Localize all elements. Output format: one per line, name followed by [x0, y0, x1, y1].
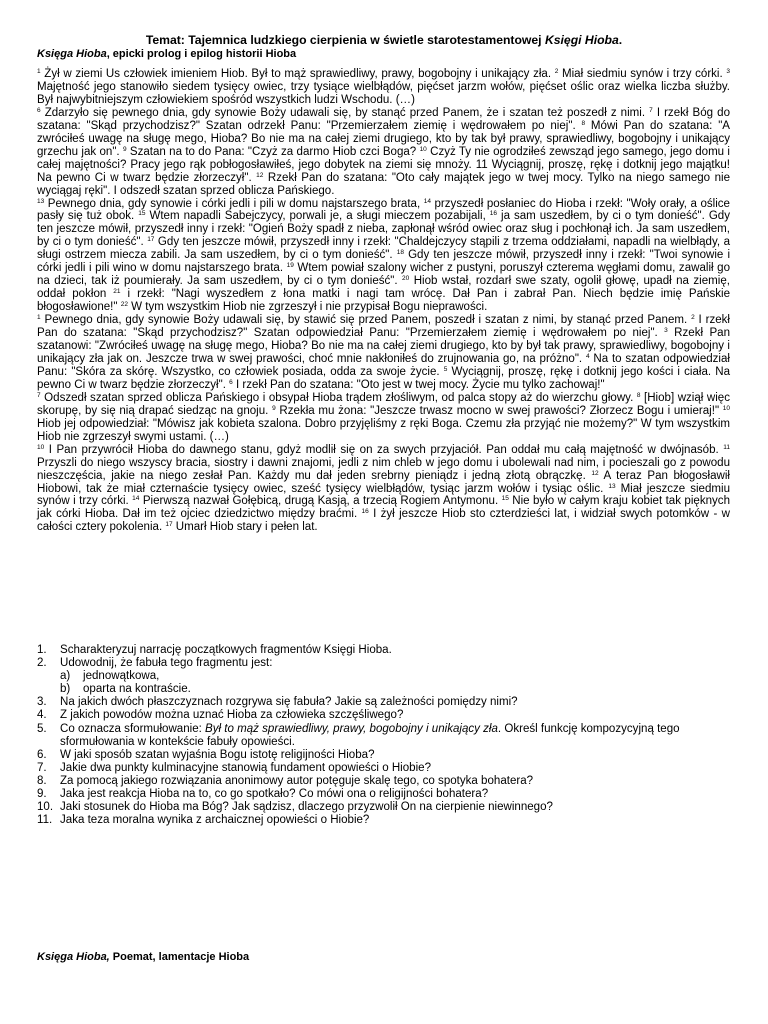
subitem-label: b): [60, 683, 71, 696]
page-title: [0, 33, 768, 47]
question-text: Z jakich powodów można uznać Hioba za człowieka szczęśliwego?: [60, 709, 404, 722]
scripture-text: [37, 68, 730, 534]
verse-text: Pewnego dnia, gdy synowie i córki jedli i pili w domu najstarszego brata,: [44, 197, 424, 210]
verse-text: Umarł Hiob stary i pełen lat.: [172, 521, 318, 534]
verse-number: 10: [37, 443, 45, 451]
verse-number: 3: [726, 68, 730, 75]
verse-number: 15: [501, 495, 509, 503]
section-heading-text: , epicki prolog i epilog historii Hioba: [106, 48, 297, 60]
verse-text: Na to szatan odpowiedział Panu: "Skóra za skórę. Wszystko, co człowiek posiada, odda za swoje życie.: [37, 352, 730, 378]
verse-text: Rzekła mu żona: "Jeszcze trwasz mocno w swej prawości? Złorzecz Bogu i umieraj!": [275, 404, 723, 417]
question-number: 6.: [37, 748, 47, 761]
verse-number: 7: [37, 391, 41, 399]
title-suffix: .: [618, 33, 623, 47]
verse-number: 19: [286, 262, 294, 270]
verse-number: 11: [723, 443, 730, 451]
verse-number: 2: [691, 314, 695, 322]
question-text: Udowodnij, że fabuła tego fragmentu jest:: [60, 657, 273, 670]
verse-number: 5: [443, 365, 448, 373]
verse-number: 14: [132, 495, 140, 503]
title-book-name: Księgi Hioba: [544, 33, 619, 47]
verse-number: 17: [165, 521, 173, 529]
verse-number: 16: [489, 210, 498, 218]
question-item: [37, 788, 730, 801]
verse-number: 8: [581, 119, 586, 127]
verse-number: 9: [272, 404, 276, 412]
verse-text: Pierwszą nazwał Gołębicą, drugą Kasją, a trzecią Rogiem Antymonu.: [139, 495, 502, 508]
question-number: 9.: [37, 788, 47, 801]
question-text: W jaki sposób szatan wyjaśnia Bogu istotę religijności Hioba?: [60, 748, 375, 761]
question-subitem: [60, 670, 730, 683]
verse-number: 12: [256, 171, 264, 179]
verse-text: I żył jeszcze Hiob sto czterdzieści lat, i widział swych potomków - w całości cztery pokolenia.: [37, 508, 730, 534]
verse-text: Wyciągnij, proszę, rękę i dotknij jego kości i ciała. Na pewno Ci w twarz będzie złorzeczył".: [37, 365, 730, 391]
verse-text: [Hiob] wziął więc skorupę, by się nią drapać siedząc na gnoju.: [37, 391, 730, 417]
question-text: Za pomocą jakiego rozwiązania anonimowy autor potęguje skalę tego, co spotyka bohatera?: [60, 774, 534, 787]
next-section-heading: [37, 951, 249, 964]
verse-number: 2: [554, 68, 559, 75]
verse-text: Pewnego dnia, gdy synowie Boży udawali się, by stawić się przed Panem, poszedł i szatan z nimi, by stanąć przed Panem.: [40, 314, 692, 327]
verse-number: 12: [591, 469, 599, 477]
question-item: [37, 814, 730, 827]
scripture-paragraph: [37, 68, 730, 107]
verse-number: 13: [37, 197, 45, 205]
question-subitem: [60, 683, 730, 696]
verse-number: 1: [37, 68, 41, 75]
verse-number: 6: [37, 106, 41, 114]
question-text: . Określ funkcję kompozycyjną tego sformułowania w kontekście fabuły opowieści.: [60, 722, 680, 748]
verse-number: 1: [37, 314, 41, 322]
verse-text: Rzekł Pan do szatana: "Oto cały majątek jego w twej mocy. Tylko na niego samego nie wyciągaj ręki". I odszedł szatan sprzed oblicza Pańskiego.: [37, 171, 731, 197]
scripture-paragraph: [37, 107, 730, 198]
section-heading: [37, 48, 296, 61]
question-number: 5.: [37, 722, 47, 735]
section-heading-book: Księga Hioba: [37, 48, 107, 60]
verse-text: i rzekł: "Nagi wyszedłem z łona matki i nagi tam wrócę. Dał Pan i zabrał Pan. Niech będzie imię Pańskie błogosławione!": [37, 288, 730, 314]
verse-text: Hiob wstał, rozdarł swe szaty, ogolił głowę, upadł na ziemię, oddał pokłon: [37, 275, 730, 301]
verse-text: W tym wszystkim Hiob nie zgrzeszył i nie przypisał Bogu nieprawości.: [127, 301, 488, 314]
verse-text: przyszedł posłaniec do Hioba i rzekł: "Woły orały, a oślice pasły się tuż obok.: [37, 197, 730, 223]
question-number: 8.: [37, 774, 47, 787]
verse-text: Gdy ten jeszcze mówił, przyszedł inny i rzekł: "Chaldejczycy stąpili z trzema oddziałami, napadli na wielbłądy, a sługi ostrzem miecza zabili. Ja sam uszedłem, by ci o tym donieść".: [37, 236, 731, 262]
verse-number: 8: [636, 391, 641, 399]
verse-text: Mówi Pan do szatana: "A zwróciłeś uwagę na sługę mego, Hioba? Bo nie ma na całej ziemi drugiego, kto by tak był prawy, sprawiedliwy, bogobojny i unikający grzechu jak on".: [37, 119, 730, 158]
question-number: 1.: [37, 644, 47, 656]
verse-text: I rzekł Pan do szatana: "Skąd przychodzisz?" Szatan odpowiedział Panu: "Przemierzałem ziemię i wędrowałem po niej".: [37, 314, 730, 340]
verse-number: 15: [138, 210, 146, 218]
question-text: Co oznacza sformułowanie:: [60, 722, 206, 735]
question-item: [37, 723, 730, 749]
next-section-book: Księga Hioba,: [37, 951, 110, 963]
question-number: 4.: [37, 709, 47, 722]
verse-text: Czyż Ty nie ogrodziłeś zewsząd jego samego, jego domu i całej majętności? Pracy jego rąk pobłogosławiłeś, jego dobytek na ziemi się mnoży. 11 Wyciągnij, proszę, rękę i dotknij jego majątku! Na pewno Ci w twarz będzie złorzeczył".: [37, 145, 730, 184]
subitem-label: a): [60, 670, 71, 683]
question-text: Scharakteryzuj narrację początkowych fragmentów Księgi Hioba.: [60, 644, 392, 656]
question-number: 11.: [37, 814, 53, 827]
scripture-paragraph: [37, 198, 730, 315]
question-item: [37, 696, 730, 709]
verse-number: 10: [419, 145, 427, 153]
question-number: 2.: [37, 657, 47, 670]
verse-text: Gdy ten jeszcze mówił, przyszedł inny i rzekł: "Twoi synowie i córki jedli i pili wino w domu najstarszego brata.: [37, 249, 731, 275]
verse-number: 10: [722, 404, 730, 412]
verse-number: 20: [402, 275, 410, 283]
verse-number: 9: [122, 145, 127, 153]
verse-text: I rzekł Bóg do szatana: "Skąd przychodzisz?" Szatan odrzekł Panu: "Przemierzałem ziemię i wędrowałem po niej".: [37, 106, 730, 132]
question-text: Jaka teza moralna wynika z archaicznej opowieści o Hiobie?: [60, 814, 370, 827]
verse-number: 3: [664, 327, 668, 335]
question-number: 10.: [37, 801, 54, 814]
verse-text: ja sam uszedłem, by ci o tym donieść". Gdy ten jeszcze mówił, przyszedł inny i rzekł: "Ogień Boży spadł z nieba, zapłonął wśród owiec oraz sług i pochłonął ich. Ja sam uszedłem, by ci o tym donieść".: [37, 210, 731, 249]
question-number: 7.: [37, 761, 47, 774]
verse-number: 18: [396, 249, 404, 257]
verse-number: 4: [585, 352, 590, 360]
verse-number: 21: [113, 288, 121, 296]
verse-text: Zdarzyło się pewnego dnia, gdy synowie Boży udawali się, by stanąć przed Panem, że i szatan też poszedł z nimi.: [40, 106, 650, 119]
verse-text: Wtem powiał szalony wicher z pustyni, poruszył czterema węgłami domu, zawalił go na dzieci, tak iż poumierały. Ja sam uszedłem, by ci o tym donieść".: [37, 262, 730, 288]
question-item: [37, 709, 730, 722]
title-prefix: Temat: Tajemnica ludzkiego cierpienia w świetle starotestamentowej: [145, 33, 545, 47]
question-sublist: [60, 670, 730, 696]
scripture-paragraph: [37, 314, 730, 392]
verse-text: Majętność jego stanowiło siedem tysięcy owiec, trzy tysiące wielbłądów, pięćset jarzm wołów, pięćset oślic oraz wielka liczba służby. Był najwybitniejszym człowiekiem spośród wszystkich ludzi Wschodu. (…): [37, 80, 730, 106]
verse-text: Szatan na to do Pana: "Czyż za darmo Hiob czci Boga?: [126, 145, 420, 158]
verse-number: 7: [649, 106, 653, 114]
verse-text: Hiob jej odpowiedział: "Mówisz jak kobieta szalona. Dobro przyjęliśmy z ręki Boga. Czemu zła przyjąć nie możemy?" W tym wszystkim Hiob nie zgrzeszył swymi ustami. (…): [37, 417, 730, 443]
verse-number: 17: [147, 236, 155, 244]
verse-text: A teraz Pan błogosławił Hiobowi, tak że miał czternaście tysięcy owiec, sześć tysięcy wielbłądów, tysiąc jarzm wołów i tysiąc oślic.: [37, 469, 730, 495]
question-text: Na jakich dwóch płaszczyznach rozgrywa się fabuła? Jakie są zależności pomiędzy nimi?: [60, 696, 518, 709]
verse-number: 16: [361, 508, 369, 516]
verse-number: 6: [229, 378, 233, 386]
question-number: 3.: [37, 696, 47, 709]
question-item: [37, 801, 730, 814]
verse-text: Nie było w całym kraju kobiet tak pięknych jak córki Hioba. Dał im też ojciec dziedzictwo między braćmi.: [37, 495, 730, 521]
question-text: Jakie dwa punkty kulminacyjne stanowią fundament opowieści o Hiobie?: [60, 761, 431, 774]
question-quote: Był to mąż sprawiedliwy, prawy, bogobojny i unikający zła: [205, 722, 498, 735]
verse-text: Wtem napadli Sabejczycy, porwali je, a sługi mieczem pozabijali,: [145, 210, 490, 223]
verse-number: 14: [423, 197, 431, 205]
verse-text: I rzekł Pan do szatana: "Oto jest w twej mocy. Życie mu tylko zachowaj!": [232, 378, 605, 391]
verse-text: Miał jeszcze siedmiu synów i trzy córki.: [37, 482, 731, 508]
verse-text: Przyszli do niego wszyscy bracia, siostry i dawni znajomi, jedli z nim chleb w jego domu i ubolewali nad nim, i pocieszali go z powodu nieszczęścia, jakie na niego zesłał Pan. Każdy mu dał jeden srebrny pieniądz i jedną złotą obrączkę.: [37, 456, 730, 482]
subitem-text: jednowątkowa,: [83, 670, 160, 683]
question-item: [37, 749, 730, 762]
question-text: Jaka jest reakcja Hioba na to, co go spotkało? Co mówi ona o religijności bohatera?: [60, 788, 489, 801]
verse-text: Odszedł szatan sprzed oblicza Pańskiego i obsypał Hioba trądem złośliwym, od palca stopy aż do wierzchu głowy.: [40, 391, 637, 404]
verse-text: Rzekł Pan szatanowi: "Zwróciłeś uwagę na sługę mego, Hioba? Bo nie ma na całej ziemi drugiego, kto by był tak prawy, sprawiedliwy, bogobojny i unikający zła jak on. Jeszcze trwa w swej prawości, choć mnie nakłoniłeś do zrujnowania go, na próżno".: [37, 327, 730, 365]
question-text: Jaki stosunek do Hioba ma Bóg? Jak sądzisz, dlaczego przyzwolił On na cierpienie niewinnego?: [60, 801, 553, 814]
question-item: [37, 644, 730, 657]
scripture-paragraph: [37, 392, 730, 444]
verse-number: 13: [608, 482, 616, 490]
verse-number: 22: [120, 301, 128, 309]
question-item: [37, 762, 730, 775]
question-item: [37, 775, 730, 788]
verse-text: I Pan przywrócił Hioba do dawnego stanu, gdyż modlił się on za swych przyjaciół. Pan oddał mu całą majętność w dwójnasób.: [44, 443, 724, 456]
subitem-text: oparta na kontraście.: [83, 683, 191, 696]
verse-text: Miał siedmiu synów i trzy córki.: [558, 68, 727, 80]
next-section-text: Poemat, lamentacje Hioba: [109, 951, 250, 963]
question-item: [37, 657, 730, 696]
scripture-paragraph: [37, 444, 730, 535]
verse-text: Żył w ziemi Us człowiek imieniem Hiob. Był to mąż sprawiedliwy, prawy, bogobojny i unikający zła.: [40, 68, 555, 80]
question-list: [37, 644, 730, 827]
